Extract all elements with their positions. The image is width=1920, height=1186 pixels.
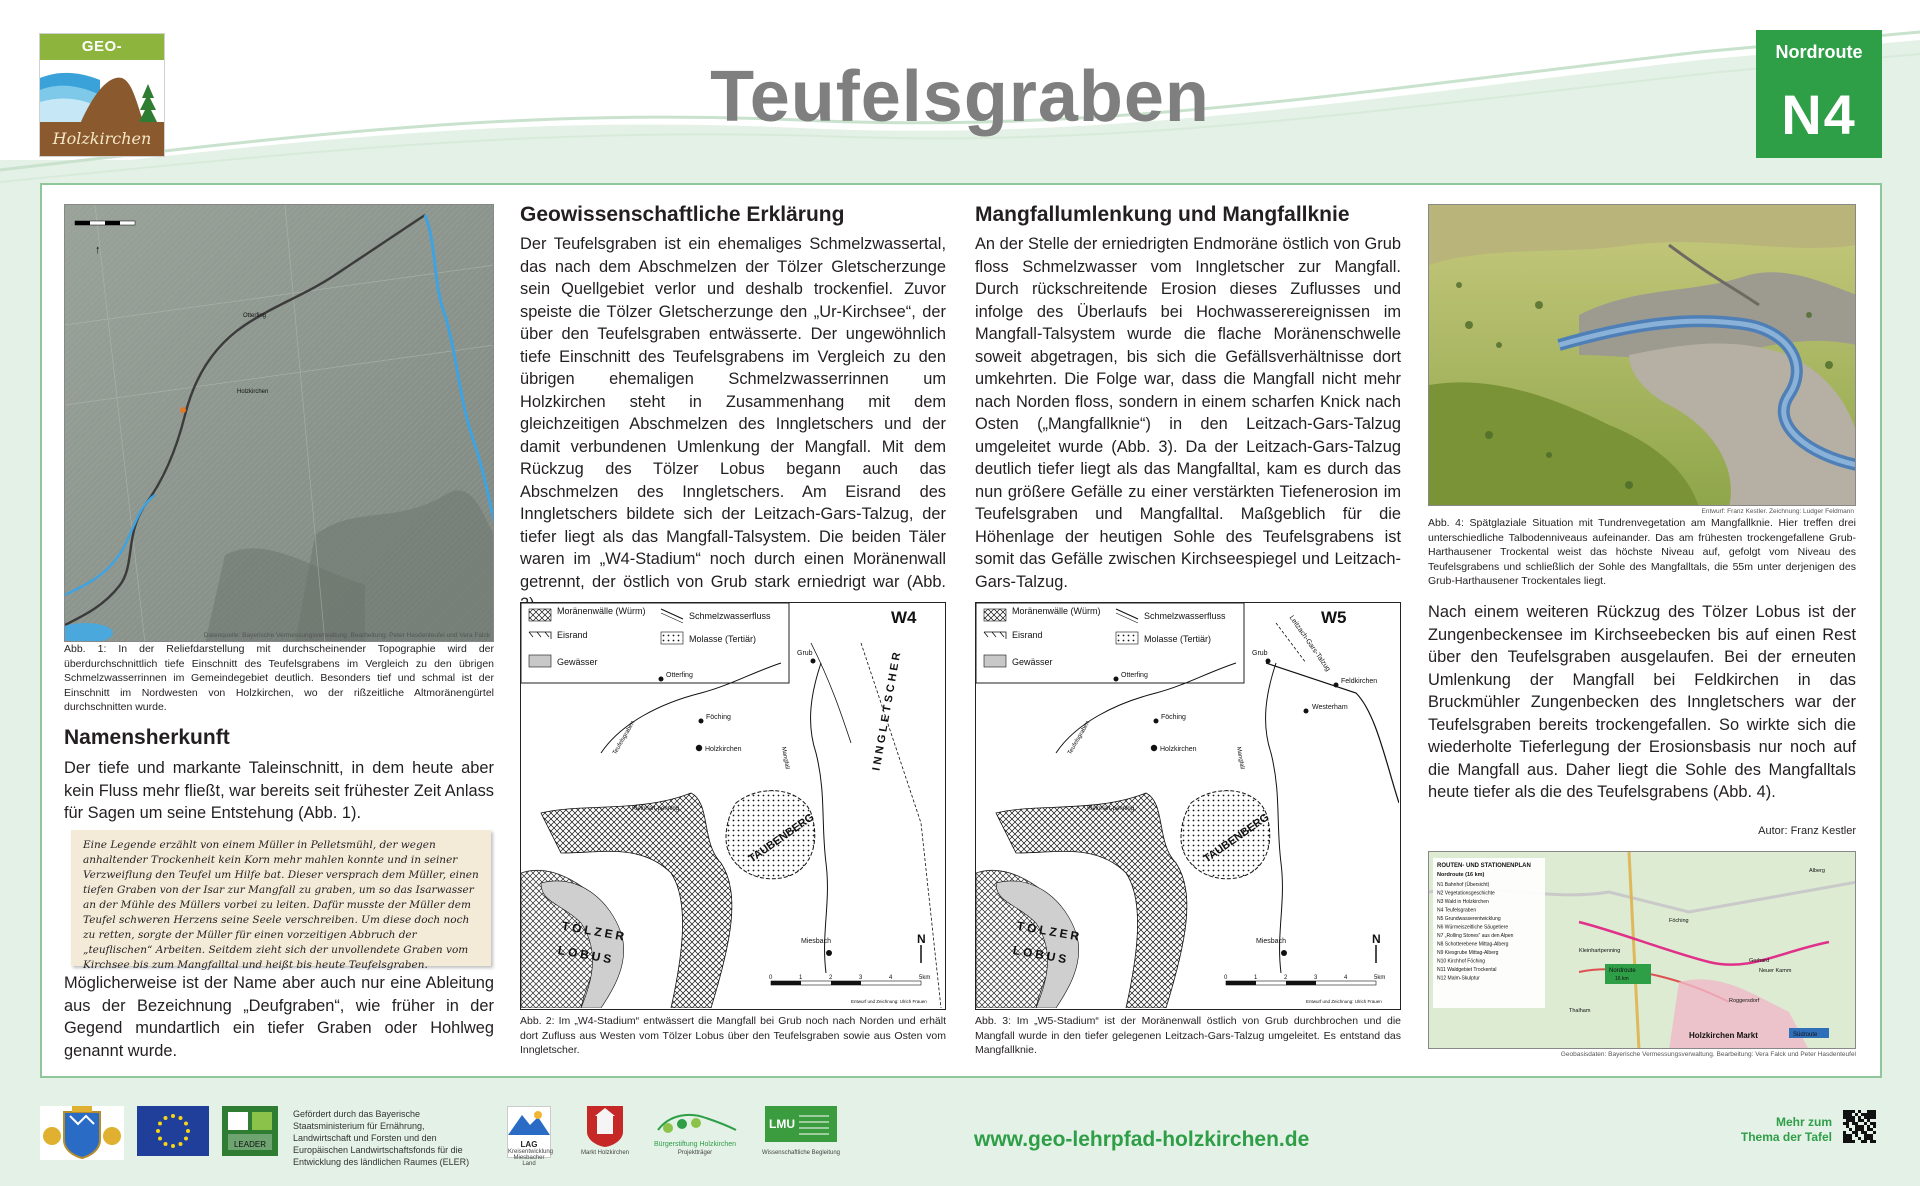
svg-text:N: N	[1372, 932, 1381, 946]
svg-text:Holzkirchen Markt: Holzkirchen Markt	[1689, 1031, 1758, 1040]
svg-text:Föching: Föching	[1161, 714, 1186, 721]
label-holzkirchen: Holzkirchen	[237, 389, 269, 395]
svg-text:TÖLZER: TÖLZER	[1015, 918, 1084, 944]
eu-star	[184, 1137, 188, 1141]
route-map-title: ROUTEN- UND STATIONENPLAN	[1437, 863, 1531, 869]
scale-tick: 0	[1224, 975, 1228, 981]
stiftung-label: Bürgerstiftung Holzkirchen	[653, 1141, 737, 1148]
lmu-logo[interactable]	[765, 1106, 837, 1142]
svg-text:Otterfing: Otterfing	[666, 672, 693, 679]
lag-sub: Kreisentwicklung Miesbacher Land	[508, 1149, 554, 1167]
eu-star	[179, 1142, 183, 1146]
w4-legend-water: Gewässer	[557, 657, 598, 667]
svg-text:Leitzach-Gars-Talzug: Leitzach-Gars-Talzug	[1287, 614, 1332, 673]
figure4-credit: Entwurf: Franz Kestler. Zeichnung: Ludger Feldmann	[1701, 508, 1854, 515]
route-list-item: N10 Kirchhof Föching	[1437, 958, 1486, 965]
svg-text:Kleinhart-penning: Kleinhart-penning	[632, 806, 680, 812]
route-map-place: Roggersdorf	[1729, 998, 1760, 1004]
eu-star	[179, 1116, 183, 1120]
namensherkunft-heading: Namensherkunft	[64, 726, 230, 749]
w4-inngletscher: INNGLETSCHER	[870, 648, 904, 772]
relief-map-scalebar	[75, 221, 135, 225]
route-map-place: Gerhard	[1749, 958, 1770, 964]
svg-text:Entwurf und Zeichnung: Ulrich: Entwurf und Zeichnung: Ulrich Frauen	[1306, 999, 1382, 1004]
route-map-legend	[1433, 858, 1545, 1008]
route-map-place: Föching	[1669, 918, 1689, 924]
svg-text:TÖLZER: TÖLZER	[560, 918, 629, 944]
route-map	[1428, 851, 1856, 1049]
w5-legend-ice: Eisrand	[1012, 630, 1043, 640]
route-list-item: N2 Vegetationsgeschichte	[1437, 890, 1495, 897]
route-map-subtitle: Nordroute (16 km)	[1437, 872, 1485, 878]
col4-text: Nach einem weiteren Rückzug des Tölzer Lobus ist der Zungenbeckensee im Kirchseebecken bis auf einen Rest über den Teufelsgraben ausgelaufen. Bei der erneuten Umlenkung der Mangfall bei Feldkirchen in das Bruckmühler Zungenbecken des Inngletschers war der Teufelsgraben bereits trockengefallen. So wirkte sich die wiederholte Tieferlegung der Erosionsbasis nur noch auf die Mangfall aus. Daher liegt die Sohle des Mangfalltals heute tiefer als die des Teufelsgrabens (Abb. 4).	[1428, 603, 1856, 801]
leader-logo-icon	[222, 1106, 278, 1156]
namensherkunft-text: Der tiefe und markante Taleinschnitt, in dem heute aber kein Fluss mehr fließt, war bereits seit frühester Zeit Anlass für Sagen um seine Entstehung (Abb. 1).	[64, 759, 494, 822]
figure4-caption: Abb. 4: Spätglaziale Situation mit Tundrenvegetation am Mangfallknie. Hier treffen drei unterschiedliche Talbodenniveaus aufeinander. Das am frühesten trockengefallene Grub-Harthausener Trockental weist das höchste Niveau auf, gefolgt vom Niveau des Teufelsgrabens und schließlich der Sohle des Mangfalltals, die 55m unter derjenigen des Grub-Harthausener Trockentales liegt.	[1428, 517, 1856, 587]
w4-legend-moraine: Moränenwälle (Würm)	[557, 606, 646, 616]
scale-tick: 3	[1314, 975, 1318, 981]
route-list-item: N5 Grundwasserentwicklung	[1437, 916, 1501, 922]
scale-tick: 5km	[919, 975, 931, 981]
lag-label: LAG	[520, 1140, 538, 1149]
route-map-credit: Geobasisdaten: Bayerische Vermessungsverwaltung. Bearbeitung: Vera Falck und Peter Hasdenteufel	[1560, 1051, 1856, 1058]
author: Autor: Franz Kestler	[1758, 825, 1856, 837]
svg-text:Nordroute: Nordroute	[1609, 968, 1636, 974]
route-map-place: Neuer Kamm	[1759, 968, 1792, 974]
eu-star	[186, 1129, 190, 1133]
route-map-place: Thalham	[1569, 1008, 1591, 1014]
route-list-item: N9 Kiesgrube Mittag-Alberg	[1437, 950, 1499, 956]
markt-holzkirchen-coat-icon	[585, 1104, 625, 1148]
station-code: N4	[1781, 83, 1857, 146]
svg-text:Teufelsgraben: Teufelsgraben	[1067, 720, 1092, 756]
route-label: Nordroute	[1775, 42, 1863, 62]
svg-text:LOBUS: LOBUS	[556, 942, 616, 967]
more-info-label	[1740, 1115, 1832, 1145]
route-list-item: N6 Würmeiszeitliche Säugetiere	[1437, 924, 1509, 931]
svg-text:Miesbach: Miesbach	[801, 938, 831, 945]
svg-text:Teufelsgraben: Teufelsgraben	[612, 720, 637, 756]
w4-legend-meltwater: Schmelzwasserfluss	[689, 611, 771, 621]
w4-legend-molasse: Molasse (Tertiär)	[689, 634, 757, 644]
relief-map-image	[64, 204, 494, 642]
legend-quote: Eine Legende erzählt von einem Müller in Pelletsmühl, der wegen anhaltender Trockenheit kein Korn mehr mahlen konnte und in seiner Verzweiflung den Teufel um Hilfe bat. Dieser versprach dem Müller, einen tiefen Graben von der Isar zur Mangfall zu graben, um so das Isarwasser an der Mühle des Müllers vorbei zu leiten. Dafür musste der Müller dem Teufel schweren Herzens seine Seele verschreiben. Um diese doch noch zu retten, sorgte der Müller für einen vorzeitigen Abbruch der „teuflischen“ Arbeiten. Seitdem zieht sich der unvollendete Graben vom Kirchsee bis zum Mangfalltal und heißt bis heute Teufelsgraben.	[71, 830, 491, 966]
more-line1: Mehr zum	[1775, 1115, 1832, 1129]
route-map-place: Kleinhartpenning	[1579, 948, 1621, 954]
scale-tick: 2	[829, 975, 833, 981]
scale-tick: 2	[1284, 975, 1288, 981]
route-list-item: N11 Waldgebiet Trockental	[1437, 967, 1497, 973]
w5-legend-meltwater: Schmelzwasserfluss	[1144, 611, 1226, 621]
logo-title: GEO-	[40, 34, 164, 60]
scale-tick: 3	[859, 975, 863, 981]
geo-text: Der Teufelsgraben ist ein ehemaliges Schmelzwassertal, das nach dem Abschmelzen der Tölzer Gletscherzunge sein Quellgebiet verlor und deshalb trockenfiel. Zuvor speiste die Tölzer Gletscherzunge den „Ur-Kirchsee“, der über den Teufelsgraben entwässerte. Der ungewöhnlich tiefe Einschnitt des Teufelsgrabens im Vergleich zu den übrigen ehemaligen Schmelzwasserrinnen um Holzkirchen steht in Zusammenhang mit dem gleichzeitigen Abschmelzen des Inngletschers und der damit verbundenen Umlenkung der Mangfall. Mit dem Rückzug des Tölzer Lobus begann auch das Abschmelzen des Inngletschers. Am Eisrand des Inngletschers bildete sich der Leitzach-Gars-Talzug, der tiefer liegt als das Mangfall-Talsystem. Die beiden Täler waren im „W4-Stadium“ noch durch einen Moränenwall getrennt, der östlich von Grub stark erniedrigt war (Abb.	[520, 235, 946, 591]
figure1-credit: Datenquelle: Bayerische Vermessungsverwaltung. Bearbeitung: Peter Hasdenteufel und Vera Falck	[203, 632, 490, 639]
map-w5	[975, 602, 1401, 1010]
svg-text:LEADER: LEADER	[233, 1140, 267, 1149]
lmu-lines-icon	[797, 1110, 831, 1138]
figure3-caption: Abb. 3: Im „W5-Stadium“ ist der Moränenwall östlich von Grub durchbrochen und die Mangfall wurde in den tiefer gelegenen Leitzach-Gars-Talzug umgeleitet. Es entstand das Mangfallknie.	[975, 1015, 1401, 1056]
route-list-item: N3 Wald in Holzkirchen	[1437, 899, 1489, 905]
w5-legend-water: Gewässer	[1012, 657, 1053, 667]
svg-text:Westerham: Westerham	[1312, 704, 1348, 711]
svg-text:N: N	[917, 932, 926, 946]
svg-text:LOBUS: LOBUS	[1011, 942, 1071, 967]
qr-code-icon[interactable]	[1843, 1110, 1877, 1144]
w5-taubenberg: TAUBENBERG	[1201, 811, 1272, 866]
route-list-item: N4 Teufelsgraben	[1437, 907, 1477, 914]
eu-star	[171, 1144, 175, 1148]
svg-text:Entwurf und Zeichnung: Ulrich: Entwurf und Zeichnung: Ulrich Frauen	[851, 999, 927, 1004]
svg-text:Feldkirchen: Feldkirchen	[1341, 678, 1378, 685]
more-line2: Thema der Tafel	[1740, 1130, 1832, 1144]
map-w4	[520, 602, 946, 1010]
bavaria-coat-of-arms-icon	[40, 1106, 124, 1160]
route-list-item: N1 Bahnhof (Übersicht)	[1437, 882, 1490, 888]
lmu-label: LMU	[769, 1117, 795, 1131]
eu-star	[164, 1142, 168, 1146]
lmu-caption: Wissenschaftliche Begleitung	[761, 1150, 841, 1156]
scale-tick: 5km	[1374, 975, 1386, 981]
label-otterfing: Otterfing	[243, 313, 267, 319]
svg-text:Föching: Föching	[706, 714, 731, 721]
scale-tick: 1	[799, 975, 803, 981]
namensherkunft-text2: Möglicherweise ist der Name aber auch nur eine Ableitung aus der Bezeichnung „Deufgraben“, wie früher in der Gegend mundartlich ein tiefer Graben oder Hohlweg genannt wurde.	[64, 974, 494, 1060]
svg-text:Grub: Grub	[797, 650, 813, 657]
mangfall-text: An der Stelle der erniedrigten Endmoräne östlich von Grub floss Schmelzwasser vom Inngletscher zur Mangfall. Durch rückschreitende Erosion dieses Zuflusses und infolge des Überlaufs bei Hochwasserereignissen im Mangfall-Talsystem wurde die flache Moränenschwelle soweit abgetragen, bis sich die Gefällsverhältnisse dort umkehrten. Die Folge war, dass die Mangfall nicht mehr nach Norden floss, sondern in einem scharfen Knick nach Osten („Mangfallknie“) in den Leitzach-Gars-Talzug umgeleitet wurde (Abb. 3). Da der Leitzach-Gars-Talzug deutlich tiefer liegt als das Mangfalltal, kam es durch das nun größere Gefälle zu einer verstärkten Tiefenerosion im Teufelsgraben und Mangfalltal. Maßgeblich für die Höhenlage der heutigen Sohle des Teufelsgrabens ist somit das Gefälle zwischen Kirchseespiegel und Leitzach-Gars-Talzug.	[975, 235, 1401, 591]
svg-text:Kleinhart-penning: Kleinhart-penning	[1087, 806, 1135, 812]
svg-text:Miesbach: Miesbach	[1256, 938, 1286, 945]
figure2-caption: Abb. 2: Im „W4-Stadium“ entwässert die Mangfall bei Grub noch nach Norden und erhält dort Zufluss aus Westen vom Tölzer Lobus über den Teufelsgraben sowie aus Osten vom Inngletscher.	[520, 1015, 946, 1056]
lag-logo[interactable]	[507, 1106, 554, 1167]
mangfall-heading: Mangfallumlenkung und Mangfallknie	[975, 203, 1350, 226]
svg-text:Holzkirchen: Holzkirchen	[1160, 746, 1197, 753]
w4-legend-ice: Eisrand	[557, 630, 588, 640]
projekttraeger-caption: Projektträger	[677, 1150, 713, 1156]
markt-caption: Markt Holzkirchen	[580, 1150, 629, 1156]
w5-stage-label: W5	[1321, 608, 1347, 627]
geo-heading: Geowissenschaftliche Erklärung	[520, 203, 845, 226]
funding-text: Gefördert durch das Bayerische Staatsministerium für Ernährung, Landwirtschaft und Forsten und den Europäischen Landwirtschaftsfonds für die Entwicklung des ländlichen Raumes (ELER)	[293, 1109, 470, 1167]
eu-star	[158, 1122, 162, 1126]
svg-text:Otterfing: Otterfing	[1121, 672, 1148, 679]
lag-mountain-icon	[508, 1107, 550, 1135]
svg-text:Holzkirchen: Holzkirchen	[705, 746, 742, 753]
route-badge	[1756, 30, 1882, 158]
logo-town: Holzkirchen	[40, 122, 164, 156]
w4-stage-label: W4	[891, 608, 917, 627]
buergerstiftung-icon	[650, 1108, 740, 1136]
eu-star	[156, 1129, 160, 1133]
mangfallknie-illustration	[1428, 204, 1856, 506]
scale-tick: 0	[769, 975, 773, 981]
svg-text:Mangfall: Mangfall	[779, 746, 790, 770]
w5-legend-moraine: Moränenwälle (Würm)	[1012, 606, 1101, 616]
scale-tick: 1	[1254, 975, 1258, 981]
figure1-caption: Abb. 1: In der Reliefdarstellung mit durchscheinender Topographie wird der überdurchschnittlich tiefe Einschnitt des Teufelsgrabens im Vergleich zu den übrigen Schmelzwasserrinnen im Gemeindegebiet deutlich. Besonders tief und schmal ist der Einschnitt im Nordwesten von Holzkirchen, wo der rißzeitliche Altmoränengürtel durchschnitten wurde.	[64, 643, 494, 713]
eu-flag-icon	[137, 1106, 209, 1156]
eu-star	[171, 1114, 175, 1118]
scale-tick: 4	[1344, 975, 1348, 981]
w4-taubenberg: TAUBENBERG	[746, 811, 817, 866]
scale-tick: 4	[889, 975, 893, 981]
w5-legend-molasse: Molasse (Tertiär)	[1144, 634, 1212, 644]
buergerstiftung-logo[interactable]	[650, 1108, 740, 1148]
route-map-place: Alberg	[1809, 868, 1825, 874]
svg-text:↑: ↑	[95, 244, 101, 256]
route-list-item: N7 „Rolling Stones“ aus den Alpen	[1437, 933, 1514, 939]
eu-star	[158, 1137, 162, 1141]
eu-star	[184, 1122, 188, 1126]
route-list-item: N8 Schotterebene Mittag-Alberg	[1437, 941, 1509, 948]
svg-text:Mangfall: Mangfall	[1234, 746, 1245, 770]
svg-text:16 km: 16 km	[1615, 976, 1629, 982]
website-link[interactable]: www.geo-lehrpfad-holzkirchen.de	[974, 1128, 1310, 1151]
eu-star	[164, 1116, 168, 1120]
svg-text:Südroute: Südroute	[1793, 1032, 1818, 1038]
page-title: Teufelsgraben	[710, 57, 1210, 137]
svg-text:Grub: Grub	[1252, 650, 1268, 657]
route-list-item: N12 Malm-Skulptur	[1437, 975, 1480, 982]
